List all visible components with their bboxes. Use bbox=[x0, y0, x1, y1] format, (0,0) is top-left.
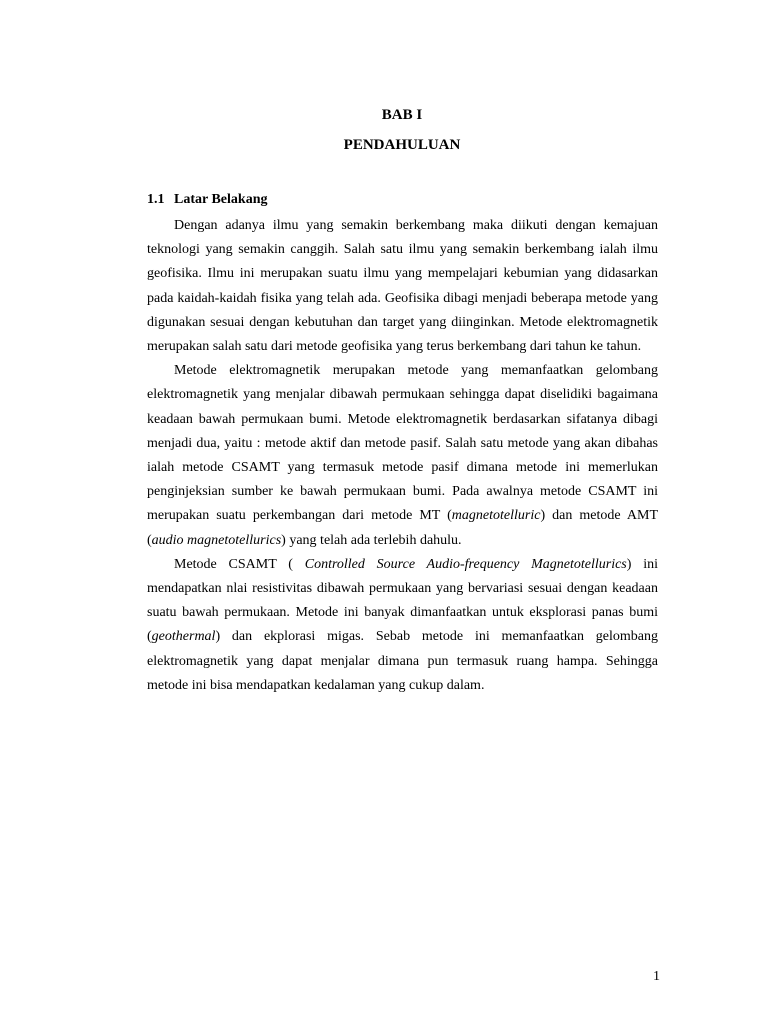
italic-text-run: Controlled Source Audio-frequency Magnetotellurics bbox=[304, 556, 627, 572]
section-heading bbox=[147, 191, 267, 209]
paragraph bbox=[147, 553, 658, 698]
text-run: ) dan ekplorasi migas. Sebab metode ini memanfaatkan gelombang elektromagnetik yang dapat menjalar dimana pun termasuk ruang hampa. Sehingga metode ini bisa mendapatkan kedalaman yang cukup dalam. bbox=[147, 629, 658, 693]
chapter-label: BAB I bbox=[381, 107, 423, 123]
italic-text-run: magnetotelluric bbox=[451, 508, 541, 524]
italic-text-run: audio magnetotellurics bbox=[151, 532, 282, 548]
chapter-title: PENDAHULUAN bbox=[343, 137, 461, 153]
text-run: Dengan adanya ilmu yang semakin berkembang maka diikuti dengan kemajuan teknologi yang semakin canggih. Salah satu ilmu yang semakin berkembang ialah ilmu geofisika. Ilmu ini merupakan suatu ilmu yang mempelajari kebumian yang didasarkan pada kaidah-kaidah fisika yang telah ada. Geofisika dibagi menjadi beberapa metode yang digunakan sesuai dengan kebutuhan dan target yang diinginkan. Metode elektromagnetik merupakan salah satu dari metode geofisika yang terus berkembang dari tahun ke tahun. bbox=[147, 218, 658, 355]
text-run: Metode elektromagnetik merupakan metode yang memanfaatkan gelombang elektromagnetik yang menjalar dibawah permukaan sehingga dapat diselidiki bagaimana keadaan bawah permukaan bumi. Metode elektromagnetik berdasarkan sifatanya dibagi menjadi dua, yaitu : metode aktif dan metode pasif. Salah satu metode yang akan dibahas ialah metode CSAMT yang termasuk metode pasif dimana metode ini memerlukan penginjeksian sumber ke bawah permukaan bumi. Pada awalnya metode CSAMT ini merupakan suatu perkembangan dari metode MT ( bbox=[147, 363, 658, 524]
section-number: 1.1 bbox=[147, 192, 165, 207]
text-run: Metode CSAMT ( bbox=[174, 556, 305, 572]
paragraph bbox=[147, 359, 658, 553]
section-title: Latar Belakang bbox=[174, 192, 268, 207]
italic-text-run: geothermal bbox=[151, 629, 216, 645]
text-run: ) yang telah ada terlebih dahulu. bbox=[281, 532, 462, 548]
text-run: ) ini mendapatkan nlai resistivitas dibawah permukaan yang bervariasi sesuai dengan keadaan suatu bawah permukaan. Metode ini banyak dimanfaatkan untuk eksplorasi panas bumi ( bbox=[147, 556, 658, 645]
text-run: ) dan metode AMT ( bbox=[147, 508, 658, 548]
paragraph bbox=[147, 214, 658, 359]
page-number: 1 bbox=[653, 969, 660, 984]
body-text bbox=[147, 214, 658, 698]
